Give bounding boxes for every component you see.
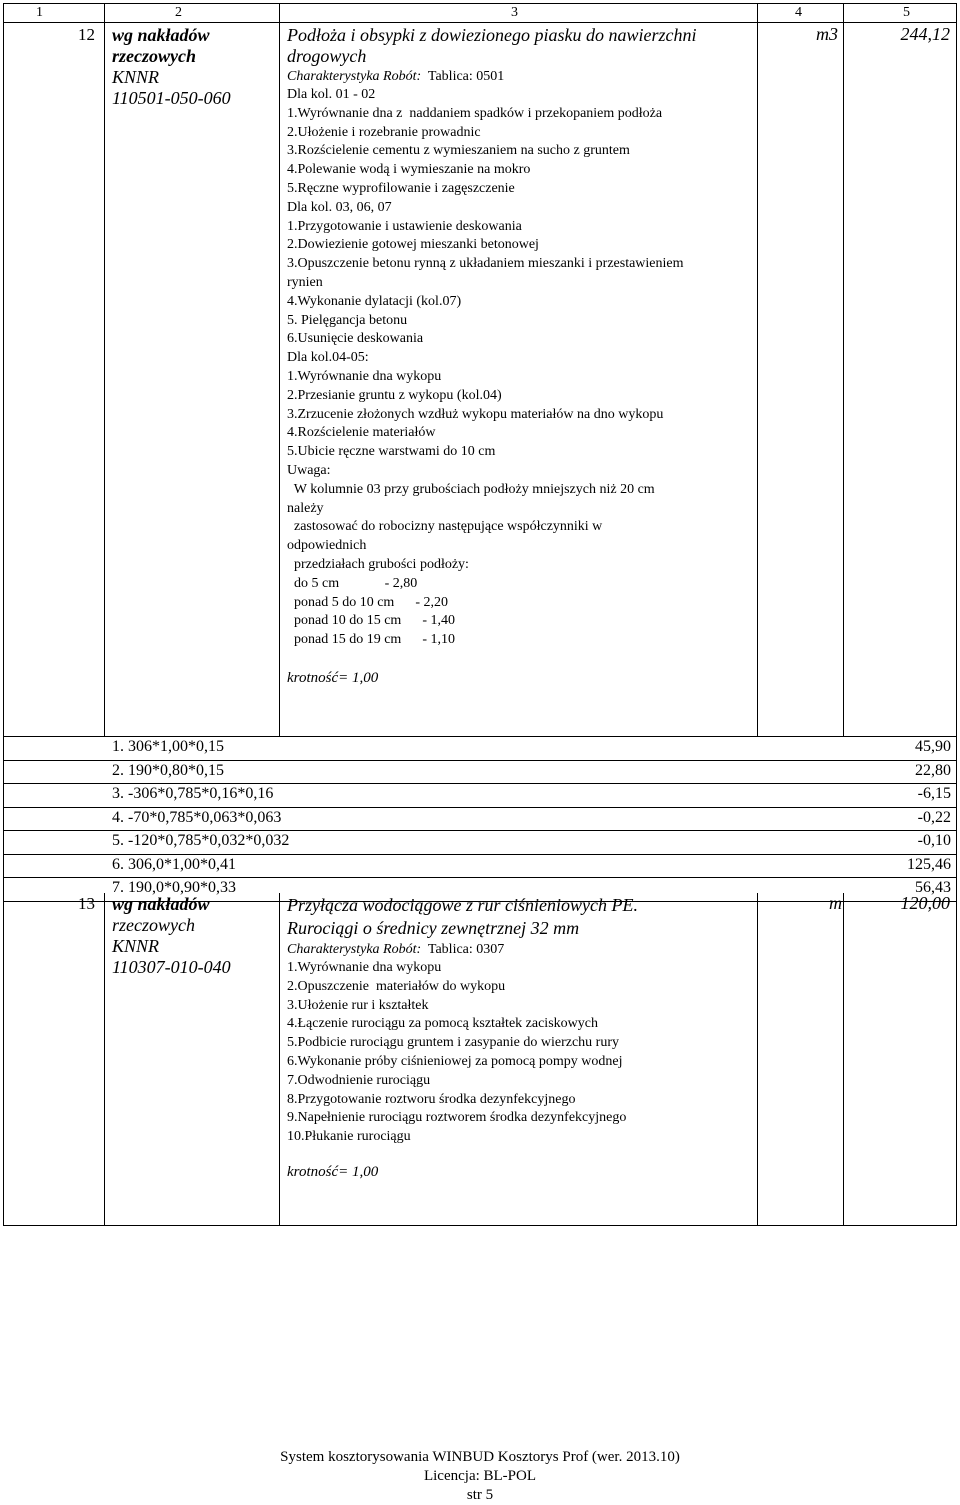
calc-expression: 3. -306*0,785*0,16*0,16	[112, 785, 274, 802]
item-12-work-lines	[287, 86, 696, 650]
item12-line: należy	[287, 500, 324, 516]
item12-line: 5. Pielęgancja betonu	[287, 312, 408, 328]
item-13-title-line2: Rurociągi o średnicy zewnętrznej 32 mm	[287, 918, 580, 938]
item-13-characteristic-label: Charakterystyka Robót:	[287, 942, 422, 957]
col-divider-2	[279, 3, 280, 736]
item13-line: 10.Płukanie rurociągu	[287, 1129, 411, 1145]
item12-line: 5.Ubicie ręczne warstwami do 10 cm	[287, 444, 496, 460]
item-13-description	[287, 894, 638, 1147]
item13-line: 4.Łączenie rurociągu za pomocą kształtek zaciskowych	[287, 1016, 598, 1032]
calc-value: -0,10	[917, 832, 951, 849]
calc-row-divider	[3, 760, 957, 761]
item12-line: 3.Rozścielenie cementu z wymieszaniem na sucho z gruntem	[287, 143, 630, 159]
header-col-1: 1	[36, 5, 43, 20]
item12-line: Dla kol. 01 - 02	[287, 87, 376, 102]
item-12-unit: m3	[816, 24, 838, 44]
item12-line: 2.Ułożenie i rozebranie prowadnic	[287, 124, 481, 140]
col-divider-3-item13	[757, 893, 758, 1226]
header-col-5: 5	[903, 5, 910, 20]
item12-line: przedziałach grubości podłoży:	[287, 556, 469, 572]
col-divider-4-item13	[843, 893, 844, 1226]
item12-line: 3.Zrzucenie złożonych wzdłuż wykopu materiałów na dno wykopu	[287, 406, 664, 422]
item12-line: 2.Przesianie gruntu z wykopu (kol.04)	[287, 387, 502, 403]
calc-row-divider	[3, 783, 957, 784]
calc-value: 22,80	[915, 761, 951, 779]
item12-line: 2.Dowiezienie gotowej mieszanki betonowej	[287, 237, 539, 253]
calc-expression: 1. 306*1,00*0,15	[112, 738, 224, 755]
item12-line: 4.Polewanie wodą i wymieszanie na mokro	[287, 162, 531, 178]
item12-line: 1.Wyrównanie dna wykopu	[287, 368, 442, 384]
item-13-number: 13	[78, 894, 95, 913]
item-13-work-lines	[287, 959, 638, 1147]
calc-row-divider	[3, 830, 957, 831]
item-12-characteristic-value: Tablica: 0501	[427, 69, 505, 84]
item12-line: 4.Wykonanie dylatacji (kol.07)	[287, 293, 462, 309]
item13-line: 7.Odwodnienie rurociągu	[287, 1072, 431, 1088]
item-13-basis-line2: rzeczowych	[112, 915, 195, 935]
item-12-basis-line4: 110501-050-060	[112, 88, 231, 108]
item13-line: 3.Ułożenie rur i kształtek	[287, 997, 429, 1013]
footer-system: System kosztorysowania WINBUD Kosztorys Prof (wer. 2013.10)	[280, 1449, 680, 1465]
item12-line: odpowiednich	[287, 538, 367, 554]
item12-line: 1.Przygotowanie i ustawienie deskowania	[287, 218, 522, 234]
item-13-basis-line3: KNNR	[112, 936, 160, 956]
footer-license: Licencja: BL-POL	[423, 1468, 537, 1484]
item12-line: Uwaga:	[287, 462, 331, 478]
calc-row-divider	[3, 877, 957, 878]
header-col-4: 4	[795, 5, 802, 20]
item-12-title-line2: drogowych	[287, 46, 367, 66]
item12-line: 1.Wyrównanie dna z naddaniem spadków i przekopaniem podłoża	[287, 105, 663, 121]
item-13-title-line1: Przyłącza wodociągowe z rur ciśnieniowych PE.	[287, 895, 638, 915]
item-13-basis	[112, 894, 231, 978]
header-divider	[3, 22, 957, 23]
item13-line: 1.Wyrównanie dna wykopu	[287, 960, 442, 975]
calc-expression: 4. -70*0,785*0,063*0,063	[112, 808, 282, 826]
calc-expression: 6. 306,0*1,00*0,41	[112, 855, 236, 873]
calc-expression: 2. 190*0,80*0,15	[112, 761, 224, 779]
header-col-2: 2	[175, 5, 182, 20]
calc-expression: 5. -120*0,785*0,032*0,032	[112, 832, 290, 849]
col-divider-1-item13	[104, 893, 105, 1226]
item-12-title-line1: Podłoża i obsypki z dowiezionego piasku do nawierzchni	[287, 25, 697, 45]
calc-value: 125,46	[907, 855, 951, 873]
item-13-basis-line1: wg nakładów	[112, 894, 210, 914]
calc-expression: 7. 190,0*0,90*0,33	[112, 879, 236, 896]
calc-row-divider	[3, 854, 957, 855]
item12-line: rynien	[287, 274, 323, 290]
item-13-characteristic	[287, 940, 638, 959]
item12-line: ponad 5 do 10 cm - 2,20	[287, 594, 448, 610]
item12-line: zastosować do robocizny następujące współczynniki w	[287, 519, 603, 535]
item-12-basis-line3: KNNR	[112, 67, 160, 87]
col-divider-3	[757, 3, 758, 736]
item12-line: 6.Usunięcie deskowania	[287, 331, 424, 347]
item-13-krotnosc: krotność= 1,00	[287, 1164, 379, 1180]
item12-line: 5.Ręczne wyprofilowanie i zagęszczenie	[287, 180, 515, 196]
item-12-number: 12	[78, 25, 95, 44]
item-13-unit: m	[829, 893, 842, 913]
calc-value: -0,22	[917, 808, 951, 826]
col-divider-2-item13	[279, 893, 280, 1226]
footer-page-number: str 5	[466, 1487, 494, 1503]
item-12-characteristic-label: Charakterystyka Robót:	[287, 69, 422, 84]
calc-row-divider	[3, 736, 957, 737]
item-12-basis	[112, 25, 231, 109]
item-12-description	[287, 25, 696, 650]
item-13-basis-line4: 110307-010-040	[112, 957, 231, 977]
item12-line: W kolumnie 03 przy grubościach podłoży mniejszych niż 20 cm	[287, 481, 655, 497]
item12-line: do 5 cm - 2,80	[287, 575, 418, 591]
item12-line: 3.Opuszczenie betonu rynną z układaniem mieszanki i przestawieniem	[287, 256, 684, 272]
item13-line: 9.Napełnienie rurociągu roztworem środka dezynfekcyjnego	[287, 1110, 627, 1126]
calc-value: 45,90	[915, 738, 951, 755]
col-divider-4	[843, 3, 844, 736]
item13-line: 6.Wykonanie próby ciśnieniowej za pomocą pompy wodnej	[287, 1053, 623, 1069]
item12-line: 4.Rozścielenie materiałów	[287, 425, 436, 441]
item-12-basis-line1: wg nakładów	[112, 25, 210, 45]
page-footer	[0, 1448, 960, 1505]
item13-line: 5.Podbicie rurociągu gruntem i zasypanie do wierzchu rury	[287, 1035, 620, 1051]
item-12-basis-line2: rzeczowych	[112, 46, 196, 66]
col-divider-1	[104, 3, 105, 736]
item13-line: 2.Opuszczenie materiałów do wykopu	[287, 978, 506, 994]
item-12-characteristic	[287, 67, 696, 86]
calc-row-divider	[3, 807, 957, 808]
item12-line: ponad 10 do 15 cm - 1,40	[287, 613, 455, 629]
item-13-characteristic-value: Tablica: 0307	[427, 942, 505, 957]
calc-value: -6,15	[917, 785, 951, 802]
item-12-krotnosc: krotność= 1,00	[287, 670, 379, 686]
item-12-quantity: 244,12	[900, 24, 950, 44]
item-13-quantity: 120,00	[900, 893, 950, 913]
item12-line: Dla kol.04-05:	[287, 350, 369, 366]
item13-line: 8.Przygotowanie roztworu środka dezynfekcyjnego	[287, 1091, 576, 1107]
calc-value: 56,43	[915, 879, 951, 896]
item12-line: Dla kol. 03, 06, 07	[287, 199, 392, 215]
header-col-3: 3	[511, 5, 518, 20]
item12-line: ponad 15 do 19 cm - 1,10	[287, 632, 455, 648]
